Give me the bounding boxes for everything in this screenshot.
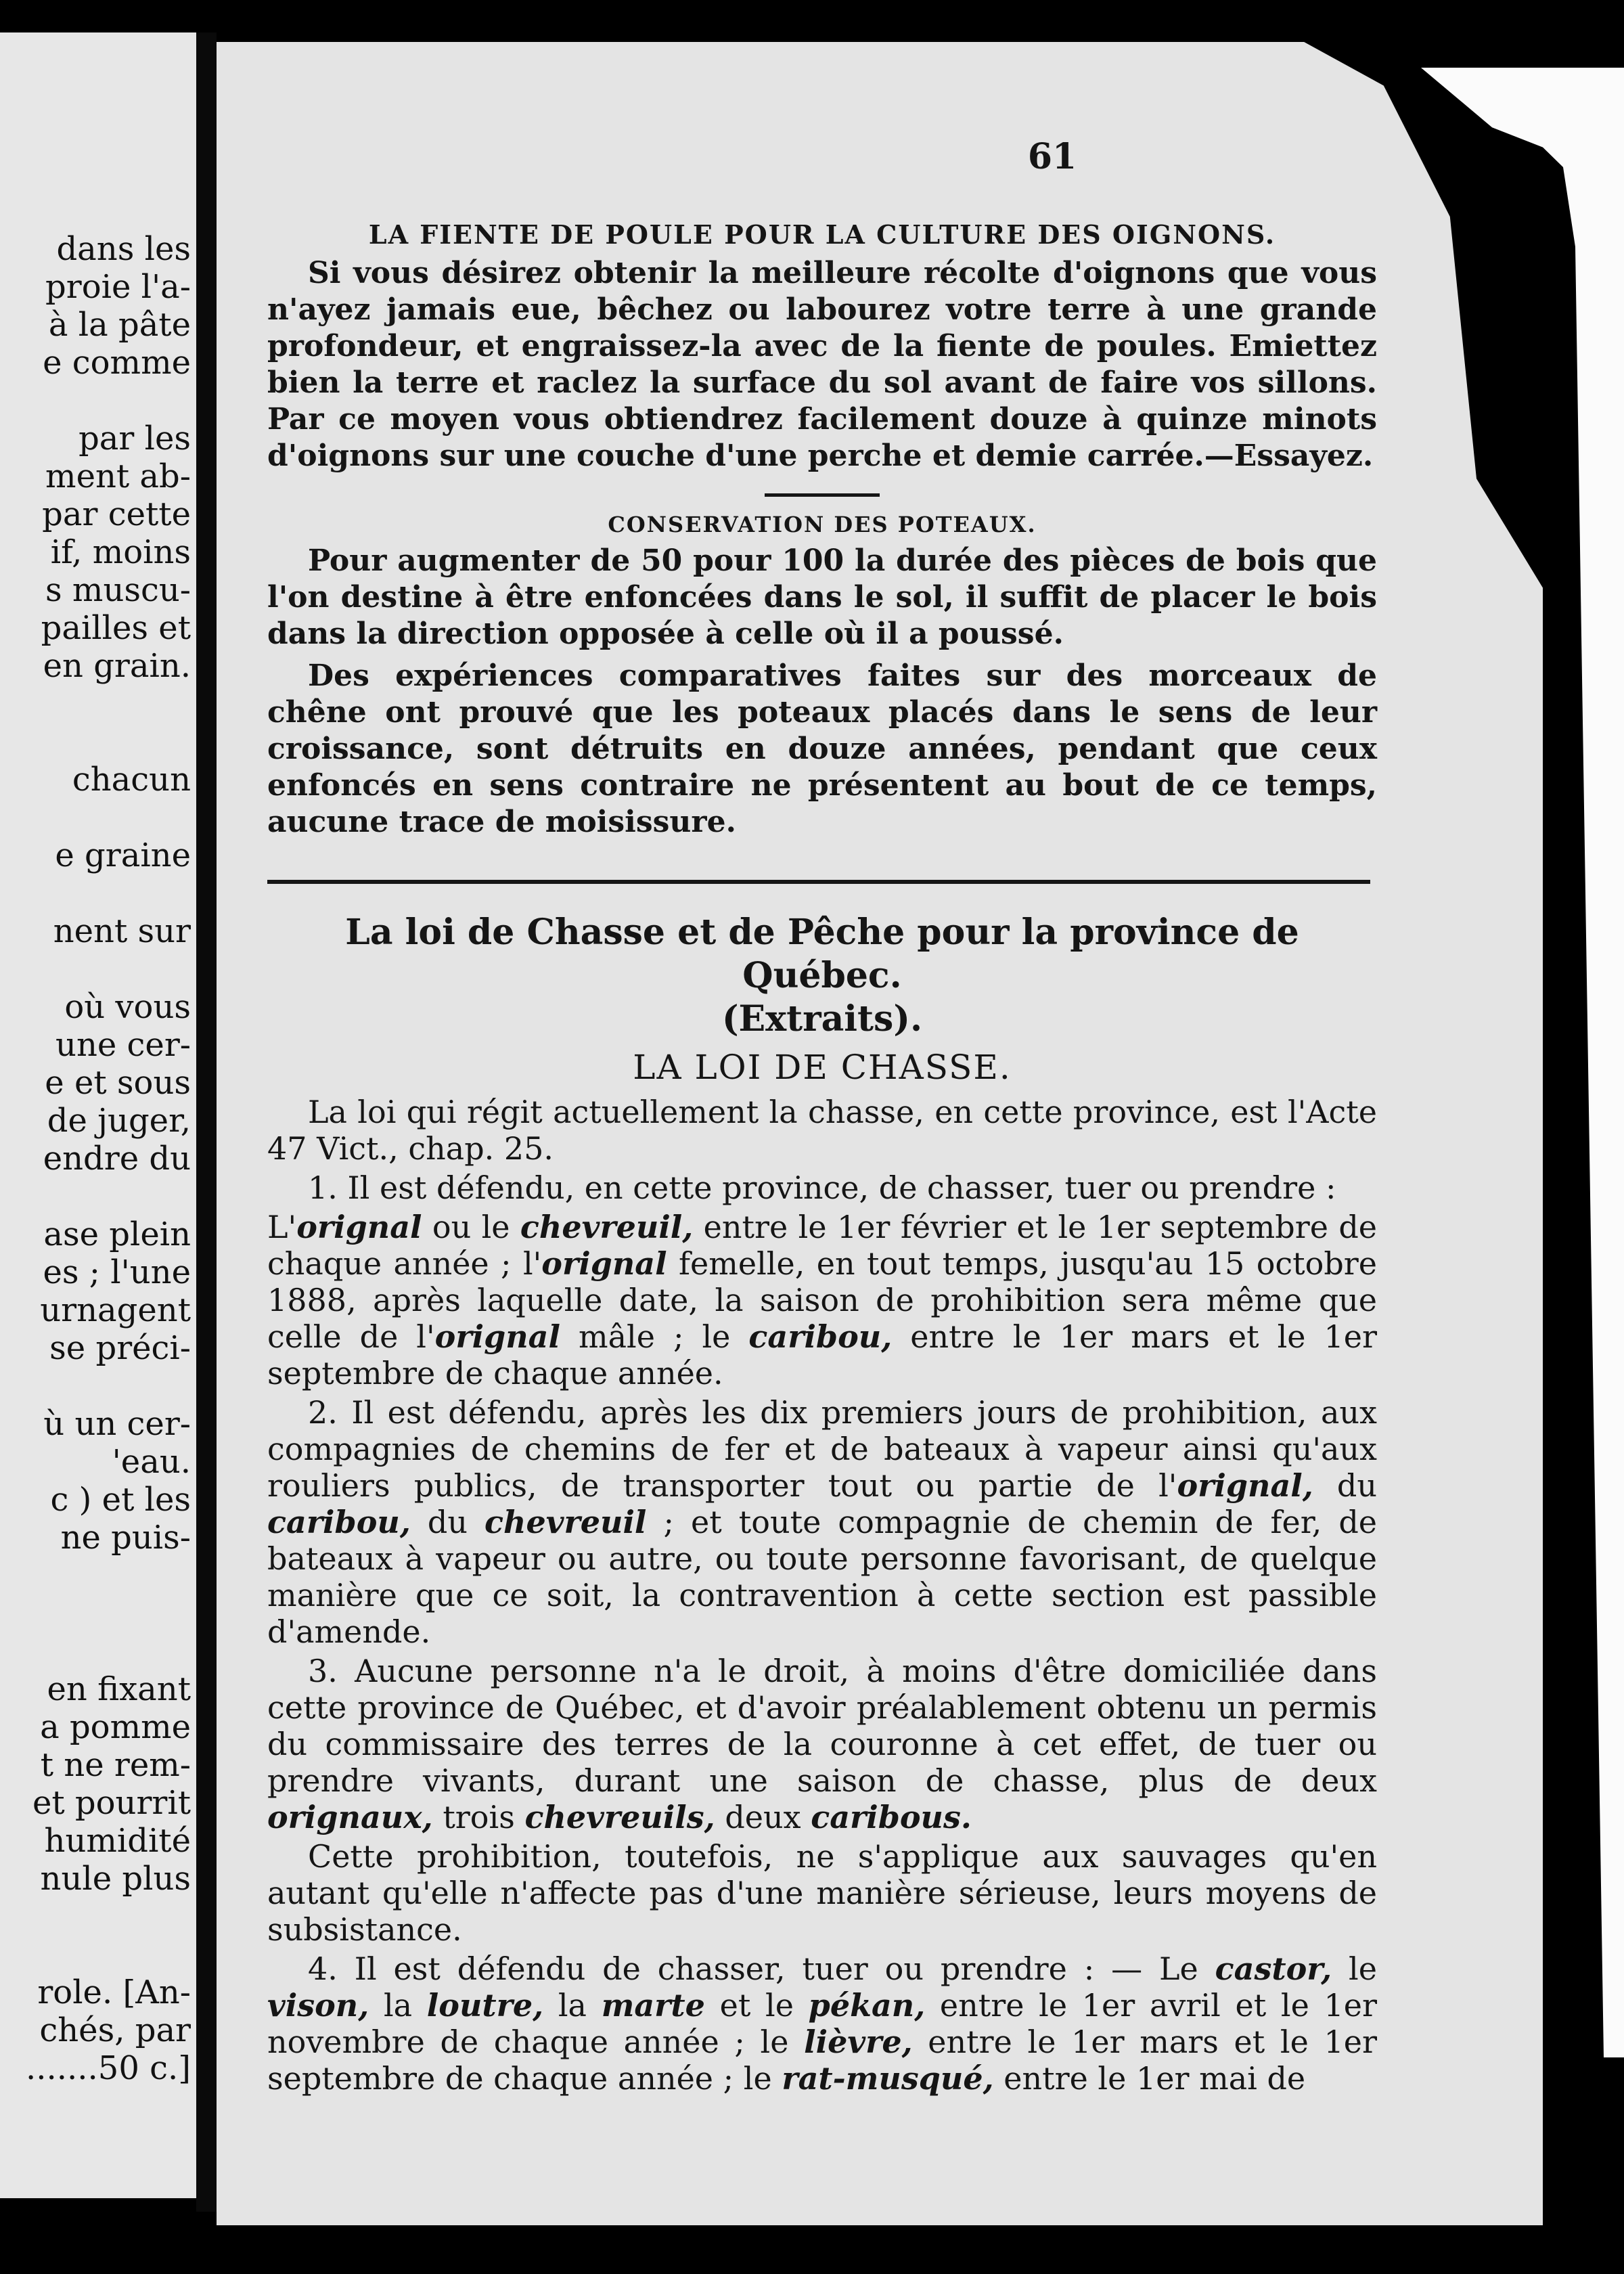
left-page-line	[0, 1557, 191, 1595]
law-intro: La loi qui régit actuellement la chasse, en cette province, est l'Acte 47 Vict., chap. 25.	[267, 1094, 1377, 1167]
posts-article-title: CONSERVATION DES POTEAUX.	[608, 512, 1037, 537]
left-page-line: et pourrit	[32, 1784, 191, 1822]
left-page-line: e graine	[55, 837, 191, 874]
left-page-line: à la pâte	[48, 306, 191, 344]
left-page-line: en fixant	[47, 1670, 191, 1708]
article-1-lead: 1. Il est défendu, en cette province, de chasser, tuer ou prendre :	[308, 1169, 1336, 1206]
left-page-line: ase plein	[43, 1216, 191, 1253]
left-page-line: e comme	[43, 344, 191, 382]
left-page-line: par cette	[42, 495, 191, 533]
left-page-line: chacun	[72, 761, 191, 799]
left-page-line: role. [An-	[37, 1974, 191, 2011]
left-page-line	[0, 1178, 191, 1216]
law-title: La loi de Chasse et de Pêche pour la province de Québec.	[345, 912, 1299, 996]
left-page-line: t ne rem-	[40, 1746, 191, 1784]
left-page-line: par les	[78, 420, 191, 458]
left-page-line: 'eau.	[112, 1443, 191, 1481]
left-page-line	[0, 685, 191, 723]
article-1-text: L'orignal ou le chevreuil, entre le 1er février et le 1er septembre de chaque année ; l'orignal femelle, en tout temps, jusqu'au 15 octobre 1888, après laquelle date, la saison de prohibition sera même que celle de l'orignal mâle ; le caribou, entre le 1er mars et le 1er septembre de chaque année.	[267, 1209, 1377, 1391]
left-page-line: urnagent	[40, 1291, 191, 1329]
left-page-line: endre du	[43, 1140, 191, 1178]
article-4-text: 4. Il est défendu de chasser, tuer ou prendre : — Le castor, le vison, la loutre, la marte et le pékan, entre le 1er avril et le 1er novembre de chaque année ; le lièvre, entre le 1er mars et le 1er septembre de chaque année ; le rat-musqué, entre le 1er mai de	[267, 1950, 1377, 2097]
book-gutter	[196, 32, 217, 2212]
left-page-line	[0, 1898, 191, 1936]
article-3-exception: Cette prohibition, toutefois, ne s'applique aux sauvages qu'en autant qu'elle n'affecte pas d'une manière sérieuse, leurs moyens de subsistance.	[267, 1838, 1377, 1948]
left-page-line: une cer-	[55, 1026, 191, 1064]
left-page-line	[0, 723, 191, 761]
left-page-line: if, moins	[50, 533, 191, 571]
onion-article-text: Si vous désirez obtenir la meilleure récolte d'oignons que vous n'ayez jamais eue, bêchez ou labourez votre terre à une grande profondeur, et engraissez-la avec de la fiente de poules. Emiettez bien la terre et raclez la surface du sol avant de faire vos sillons. Par ce moyen vous obtiendrez facilement douze à quinze minots d'oignons sur une couche d'une perche et demie carrée.—Essayez.	[267, 256, 1377, 473]
left-page-line: se préci-	[49, 1329, 191, 1367]
left-page-line: c ) et les	[50, 1481, 191, 1519]
page-number: 61	[1027, 136, 1077, 177]
left-page-line: dans les	[56, 230, 191, 268]
left-page-line: s muscu-	[45, 571, 191, 609]
left-page-line: a pomme	[40, 1708, 191, 1746]
short-divider	[765, 493, 880, 497]
page-content	[267, 135, 1377, 2097]
left-page-line	[0, 799, 191, 837]
left-page-line	[0, 382, 191, 420]
left-page-line	[0, 1632, 191, 1670]
article-3-text: 3. Aucune personne n'a le droit, à moins d'être domiciliée dans cette province de Québec, et d'avoir préalablement obtenu un permis du commissaire des terres de la couronne à cet effet, de tuer ou prendre vivants, durant une saison de chasse, plus de deux orignaux, trois chevreuils, deux caribous.	[267, 1653, 1377, 1835]
hunting-law-heading: LA LOI DE CHASSE.	[633, 1048, 1012, 1087]
left-page-line	[0, 874, 191, 912]
left-page-line	[0, 950, 191, 988]
left-page-line: nent sur	[53, 912, 191, 950]
left-page-line: es ; l'une	[43, 1253, 191, 1291]
left-page-line: ù un cer-	[43, 1405, 191, 1443]
left-page-line: chés, par	[39, 2011, 191, 2049]
left-page-line: en grain.	[43, 647, 191, 685]
left-page-line: e et sous	[45, 1064, 191, 1102]
left-page-line: ne puis-	[60, 1519, 191, 1557]
left-page-line	[0, 1595, 191, 1632]
left-page	[0, 32, 196, 2198]
section-divider	[267, 880, 1370, 884]
left-page-line: proie l'a-	[45, 268, 191, 306]
left-page-line: ment ab-	[45, 458, 191, 495]
law-subtitle: (Extraits).	[721, 998, 923, 1040]
posts-article-paragraph-1: Pour augmenter de 50 pour 100 la durée des pièces de bois que l'on destine à être enfoncées dans le sol, il suffit de placer le bois dans la direction opposée à celle où il a poussé.	[267, 543, 1377, 651]
left-page-line: nule plus	[40, 1860, 191, 1898]
article-2-text: 2. Il est défendu, après les dix premiers jours de prohibition, aux compagnies de chemins de fer et de bateaux à vapeur ainsi qu'aux rouliers publics, de transporter tout ou partie de l'orignal, du caribou, du chevreuil ; et toute compagnie de chemin de fer, de bateaux à vapeur ou autre, ou toute personne favorisant, de quelque manière que ce soit, la contravention à cette section est passible d'amende.	[267, 1394, 1377, 1650]
left-page-line	[0, 1936, 191, 1974]
left-page-text	[0, 230, 191, 2087]
left-page-line	[0, 1367, 191, 1405]
left-page-line: de juger,	[47, 1102, 191, 1140]
left-page-line: pailles et	[41, 609, 191, 647]
left-page-line: humidité	[44, 1822, 191, 1860]
left-page-line: où vous	[64, 988, 191, 1026]
onion-article-title: LA FIENTE DE POULE POUR LA CULTURE DES OIGNONS.	[368, 219, 1276, 250]
left-page-line: .......50 c.]	[25, 2049, 191, 2087]
posts-article-paragraph-2: Des expériences comparatives faites sur des morceaux de chêne ont prouvé que les poteaux placés dans le sens de leur croissance, sont détruits en douze années, pendant que ceux enfoncés en sens contraire ne présentent au bout de ce temps, aucune trace de moisissure.	[267, 659, 1377, 839]
